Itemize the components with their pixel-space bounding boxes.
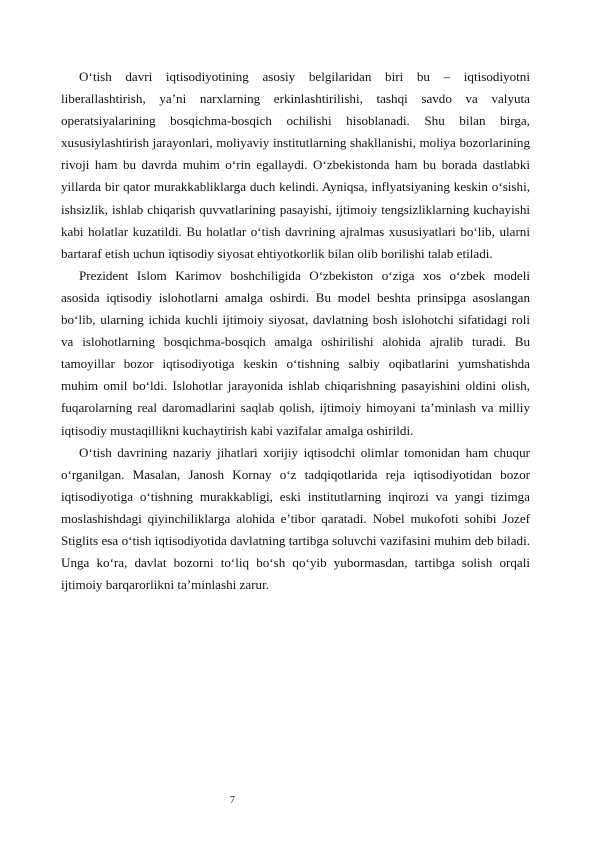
document-body (61, 66, 530, 596)
paragraph-3: O‘tish davrining nazariy jihatlari xorijiy iqtisodchi olimlar tomonidan ham chuqur o‘rganilgan. Masalan, Janosh Kornay o‘z tadqiqotlarida reja iqtisodiyotidan bozor iqtisodiyotiga o‘tishning murakkabligi, eski institutlarning inqirozi va yangi tizimga moslashishdagi qiyinchiliklarga alohida e’tibor qaratadi. Nobel mukofoti sohibi Jozef Stiglits esa o‘tish iqtisodiyotida davlatning tartibga soluvchi vazifasini muhim deb biladi. Unga ko‘ra, davlat bozorni to‘liq bo‘sh qo‘yib yubormasdan, tartibga solish orqali ijtimoiy barqarorlikni ta’minlashi zarur. (61, 444, 530, 593)
page-number: 7 (230, 795, 235, 806)
paragraph-1: O‘tish davri iqtisodiyotining asosiy belgilaridan biri bu – iqtisodiyotni liberallashtirish, ya’ni narxlarning erkinlashtirilishi, tashqi savdo va valyuta operatsiyalarining bosqichma-bosqich ochilishi hisoblanadi. Shu bilan birga, xususiylashtirish jarayonlari, moliyaviy institutlarning shakllanishi, moliya bozorlarining rivoji ham bu davrda muhim o‘rin egallaydi. O‘zbekistonda ham bu borada dastlabki yillarda bir qator murakkabliklarga duch kelindi. Ayniqsa, inflyatsiyaning keskin o‘sishi, ishsizlik, ishlab chiqarish quvvatlarining pasayishi, ijtimoiy tengsizliklarning kuchayishi kabi holatlar kuzatildi. Bu holatlar o‘tish davrining ajralmas xususiyatlari bo‘lib, ularni bartaraf etish uchun iqtisodiy siyosat ehtiyotkorlik bilan olib borilishi talab etiladi. (61, 69, 530, 261)
paragraph-2: Prezident Islom Karimov boshchiligida O‘zbekiston o‘ziga xos o‘zbek modeli asosida iqtisodiy islohotlarni amalga oshirdi. Bu model beshta prinsipga asoslangan bo‘lib, ularning ichida kuchli ijtimoiy siyosat, davlatning bosh islohotchi sifatidagi roli va islohotlarning bosqichma-bosqich amalga oshirilishi alohida ajralib turadi. Bu tamoyillar bozor iqtisodiyotiga keskin o‘tishning salbiy oqibatlarini yumshatishda muhim omil bo‘ldi. Islohotlar jarayonida ishlab chiqarishning pasayishini oldini olish, fuqarolarning real daromadlarini saqlab qolish, ijtimoiy himoyani ta’minlash va milliy iqtisodiy mustaqillikni kuchaytirish kabi vazifalar amalga oshirildi. (61, 267, 530, 438)
